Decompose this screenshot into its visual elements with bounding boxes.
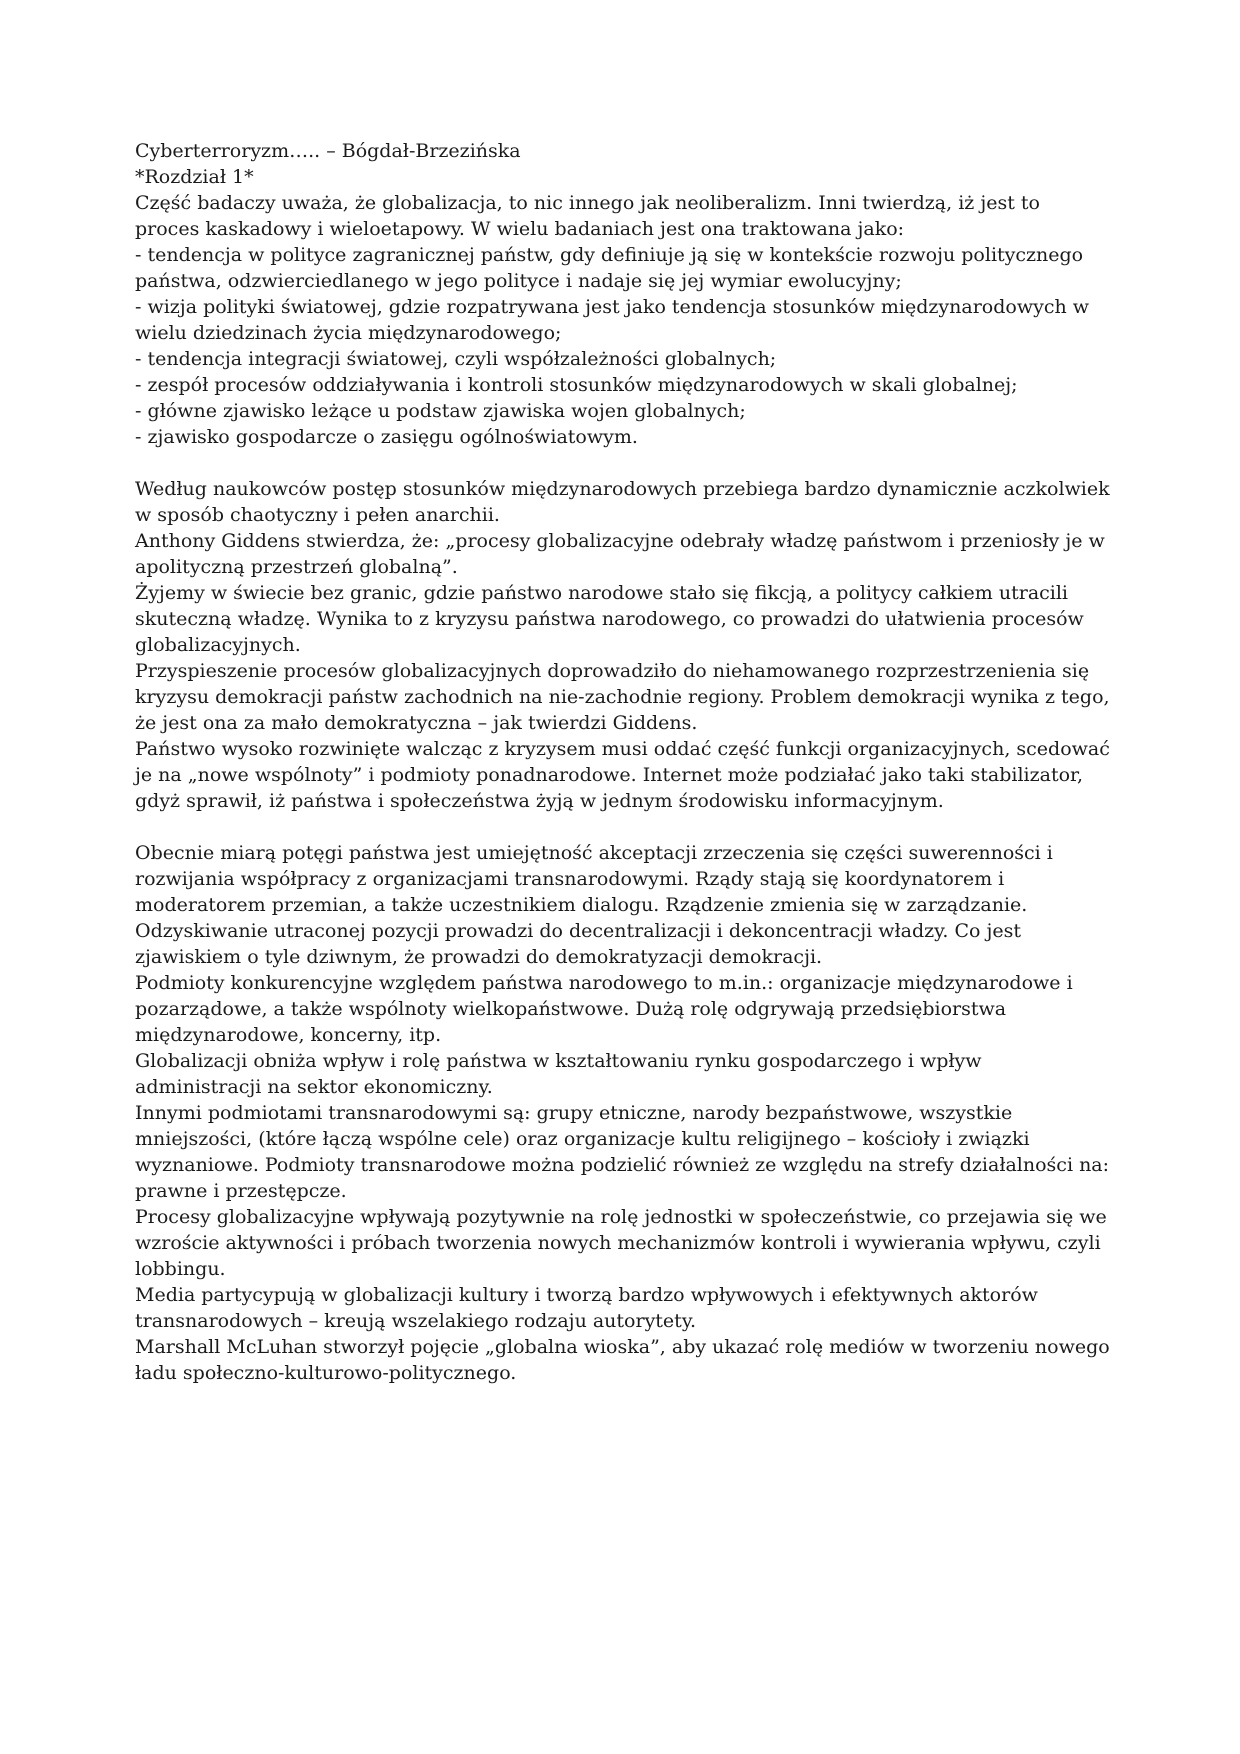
list-item: - zjawisko gospodarcze o zasięgu ogólnoświatowym. [135,426,638,448]
paragraph: Innymi podmiotami transnarodowymi są: grupy etniczne, narody bezpaństwowe, wszystkie mniejszości, (które łączą wspólne cele) oraz organizacje kultu religijnego – kościoły i związki wyznaniowe. Podmioty transnarodowe można podzielić również ze względu na strefy działalności na: prawne i przestępcze. [135,1102,1110,1202]
list-item: - wizja polityki światowej, gdzie rozpatrywana jest jako tendencja stosunków międzynarodowych w wielu dziedzinach życia międzynarodowego; [135,296,1089,344]
paragraph: Media partycypują w globalizacji kultury i tworzą bardzo wpływowych i efektywnych aktorów transnarodowych – kreują wszelakiego rodzaju autorytety. [135,1284,1038,1332]
paragraph: Przyspieszenie procesów globalizacyjnych doprowadziło do niehamowanego rozprzestrzenienia się kryzysu demokracji państw zachodnich na nie-zachodnie regiony. Problem demokracji wynika z tego, że jest ona za mało demokratyczna – jak twierdzi Giddens. [135,660,1110,734]
chapter-heading: *Rozdział 1* [135,166,254,188]
paragraph: Anthony Giddens stwierdza, że: „procesy globalizacyjne odebrały władzę państwom i przeniosły je w apolityczną przestrzeń globalną”. [135,530,1105,578]
paragraph: Żyjemy w świecie bez granic, gdzie państwo narodowe stało się fikcją, a politycy całkiem utracili skuteczną władzę. Wynika to z kryzysu państwa narodowego, co prowadzi do ułatwienia procesów globalizacyjnych. [135,582,1084,656]
paragraph: Globalizacji obniża wpływ i rolę państwa w kształtowaniu rynku gospodarczego i wpływ administracji na sektor ekonomiczny. [135,1050,982,1098]
paragraph: Obecnie miarą potęgi państwa jest umiejętność akceptacji zrzeczenia się części suwerenności i rozwijania współpracy z organizacjami transnarodowymi. Rządy stają się koordynatorem i moderatorem przemian, a także uczestnikiem dialogu. Rządzenie zmienia się w zarządzanie. [135,842,1053,916]
paragraph: Odzyskiwanie utraconej pozycji prowadzi do decentralizacji i dekoncentracji władzy. Co jest zjawiskiem o tyle dziwnym, że prowadzi do demokratyzacji demokracji. [135,920,1021,968]
paragraph: Procesy globalizacyjne wpływają pozytywnie na rolę jednostki w społeczeństwie, co przejawia się we wzroście aktywności i próbach tworzenia nowych mechanizmów kontroli i wywierania wpływu, czyli lobbingu. [135,1206,1107,1280]
paragraph: Podmioty konkurencyjne względem państwa narodowego to m.in.: organizacje międzynarodowe i pozarządowe, a także wspólnoty wielkopaństwowe. Dużą rolę odgrywają przedsiębiorstwa międzynarodowe, koncerny, itp. [135,972,1073,1046]
list-item: - tendencja integracji światowej, czyli współzależności globalnych; [135,348,777,370]
paragraph: Część badaczy uważa, że globalizacja, to nic innego jak neoliberalizm. Inni twierdzą, iż jest to proces kaskadowy i wieloetapowy. W wielu badaniach jest ona traktowana jako: [135,192,1040,240]
paragraph: Państwo wysoko rozwinięte walcząc z kryzysem musi oddać część funkcji organizacyjnych, scedować je na „nowe wspólnoty” i podmioty ponadnarodowe. Internet może podziałać jako taki stabilizator, gdyż sprawił, iż państwa i społeczeństwa żyją w jednym środowisku informacyjnym. [135,738,1110,812]
list-item: - tendencja w polityce zagranicznej państw, gdy definiuje ją się w kontekście rozwoju politycznego państwa, odzwierciedlanego w jego polityce i nadaje się jej wymiar ewolucyjny; [135,244,1084,292]
list-item: - główne zjawisko leżące u podstaw zjawiska wojen globalnych; [135,400,746,422]
document-title-line: Cyberterroryzm….. – Bógdał-Brzezińska [135,140,521,162]
list-item: - zespół procesów oddziaływania i kontroli stosunków międzynarodowych w skali globalnej; [135,374,1018,396]
paragraph: Marshall McLuhan stworzył pojęcie „globalna wioska”, aby ukazać rolę mediów w tworzeniu nowego ładu społeczno-kulturowo-politycznego. [135,1336,1110,1384]
paragraph: Według naukowców postęp stosunków międzynarodowych przebiega bardzo dynamicznie aczkolwiek w sposób chaotyczny i pełen anarchii. [135,478,1110,526]
document-text-block [135,138,1110,1386]
